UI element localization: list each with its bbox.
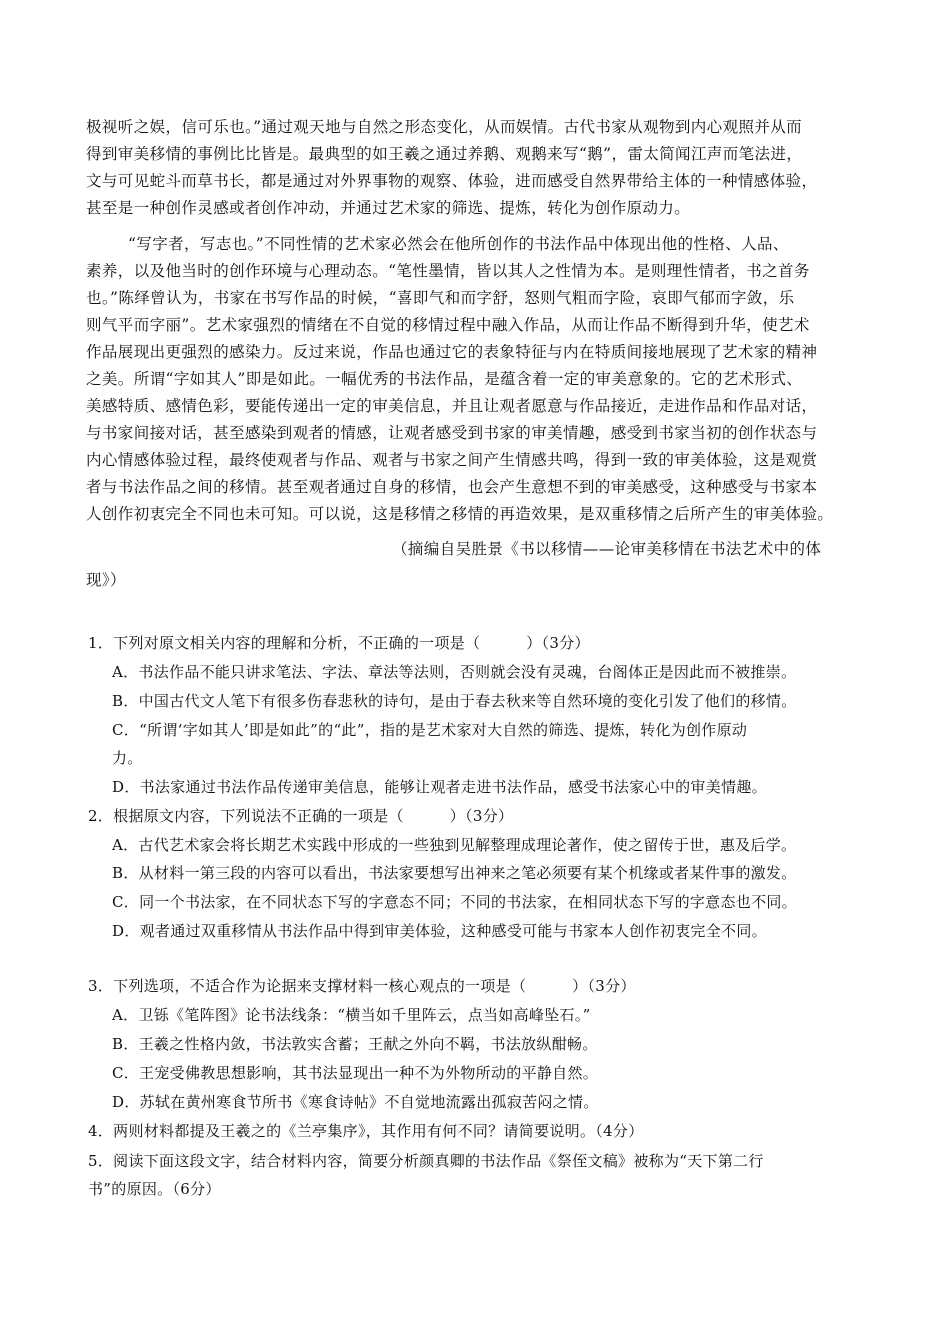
passage-line: 素养，以及他当时的创作环境与心理动态。“笔性墨情，皆以其人之性情为本。是则理性情者，书之首务	[86, 262, 810, 280]
passage-line: 美感特质、感情色彩，要能传递出一定的审美信息，并且让观者愿意与作品接近，走进作品和作品对话，	[86, 397, 818, 415]
passage-line: 与书家间接对话，甚至感染到观者的情感，让观者感受到书家的审美情趣，感受到书家当初的创作状态与	[86, 424, 818, 442]
source-citation: （摘编自吴胜景《书以移情——论审美移情在书法艺术中的体	[392, 540, 822, 558]
passage-line: “写字者，写志也。”不同性情的艺术家必然会在他所创作的书法作品中体现出他的性格、人品、	[128, 235, 789, 253]
question-2-option-c: C．同一个书法家，在不同状态下写的字意态不同；不同的书法家，在相同状态下写的字意态也不同。	[112, 893, 797, 911]
question-2-option-d: D．观者通过双重移情从书法作品中得到审美体验，这种感受可能与书家本人创作初衷完全不同。	[112, 922, 767, 940]
question-1-stem: 1．下列对原文相关内容的理解和分析，不正确的一项是（ ）（3分）	[88, 634, 590, 652]
passage-line: 内心情感体验过程，最终使观者与作品、观者与书家之间产生情感共鸣，得到一致的审美体验，这是观赏	[86, 451, 818, 469]
passage-line: 文与可见蛇斗而草书长，都是通过对外界事物的观察、体验，进而感受自然界带给主体的一种情感体验，	[86, 172, 818, 190]
question-1-option-a: A．书法作品不能只讲求笔法、字法、章法等法则，否则就会没有灵魂，台阁体正是因此而不被推崇。	[112, 663, 797, 681]
question-2-stem: 2．根据原文内容，下列说法不正确的一项是（ ）（3分）	[88, 807, 514, 825]
passage-line: 得到审美移情的事例比比皆是。最典型的如王羲之通过养鹅、观鹅来写“鹅”，雷太简闻江声而笔法进，	[86, 145, 803, 163]
question-1-option-c: C．“所谓‘字如其人’即是如此”的“此”，指的是艺术家对大自然的筛选、提炼，转化为创作原动	[112, 721, 748, 739]
question-3-option-a: A．卫铄《笔阵图》论书法线条：“横当如千里阵云，点当如高峰坠石。”	[112, 1006, 591, 1024]
passage-line: 则气平而字丽”。艺术家强烈的情绪在不自觉的移情过程中融入作品，从而让作品不断得到升华，使艺术	[86, 316, 810, 334]
passage-line: 之美。所谓“字如其人”即是如此。一幅优秀的书法作品，是蕴含着一定的审美意象的。它的艺术形式、	[86, 370, 803, 388]
passage-line: 极视听之娱，信可乐也。”通过观天地与自然之形态变化，从而娱情。古代书家从观物到内心观照并从而	[86, 118, 803, 136]
question-2-option-b: B．从材料一第三段的内容可以看出，书法家要想写出神来之笔必须要有某个机缘或者某件事的激发。	[112, 864, 797, 882]
question-1-option-c-cont: 力。	[112, 749, 143, 767]
question-1-option-d: D．书法家通过书法作品传递审美信息，能够让观者走进书法作品，感受书法家心中的审美情趣。	[112, 778, 767, 796]
passage-line: 作品展现出更强烈的感染力。反过来说，作品也通过它的表象特征与内在特质间接地展现了艺术家的精神	[86, 343, 818, 361]
question-2-option-a: A．古代艺术家会将长期艺术实践中形成的一些独到见解整理成理论著作，使之留传于世，惠及后学。	[112, 836, 797, 854]
passage-line: 甚至是一种创作灵感或者创作冲动，并通过艺术家的筛选、提炼，转化为创作原动力。	[86, 199, 691, 217]
question-5-stem: 5．阅读下面这段文字，结合材料内容，简要分析颜真卿的书法作品《祭侄文稿》被称为“天下第二行	[88, 1152, 764, 1170]
question-3-stem: 3．下列选项，不适合作为论据来支撑材料一核心观点的一项是（ ）（3分）	[88, 977, 636, 995]
question-3-option-b: B．王羲之性格内敛，书法敦实含蓄；王献之外向不羁，书法放纵酣畅。	[112, 1035, 598, 1053]
question-3-option-c: C．王宠受佛教思想影响，其书法显现出一种不为外物所动的平静自然。	[112, 1064, 599, 1082]
question-4-stem: 4．两则材料都提及王羲之的《兰亭集序》，其作用有何不同？请简要说明。（4分）	[88, 1122, 644, 1140]
question-3-option-d: D．苏轼在黄州寒食节所书《寒食诗帖》不自觉地流露出孤寂苦闷之情。	[112, 1093, 599, 1111]
passage-line: 人创作初衷完全不同也未可知。可以说，这是移情之移情的再造效果，是双重移情之后所产生的审美体验。	[86, 505, 834, 523]
passage-line: 也。”陈绎曾认为，书家在书写作品的时候，“喜即气和而字舒，怒则气粗而字险，哀即气郁而字敛，乐	[86, 289, 795, 307]
passage-line: 者与书法作品之间的移情。甚至观者通过自身的移情，也会产生意想不到的审美感受，这种感受与书家本	[86, 478, 818, 496]
question-5-stem-cont: 书”的原因。（6分）	[88, 1180, 221, 1198]
source-citation-cont: 现》）	[86, 571, 126, 589]
question-1-option-b: B．中国古代文人笔下有很多伤春悲秋的诗句，是由于春去秋来等自然环境的变化引发了他们的移情。	[112, 692, 797, 710]
